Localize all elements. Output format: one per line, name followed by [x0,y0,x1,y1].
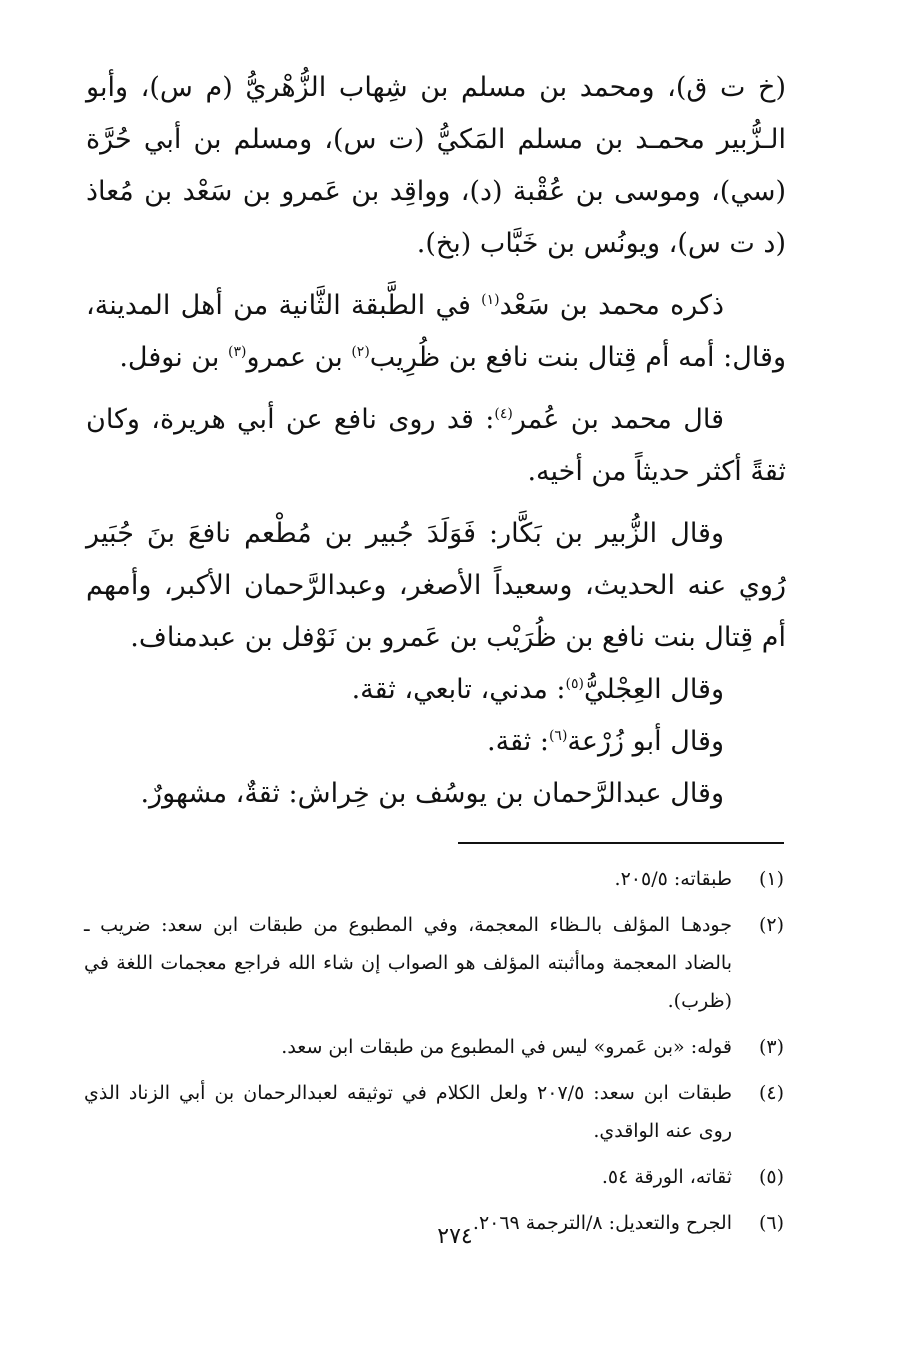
footnote-text: قوله: «بن عَمرو» ليس في المطبوع من طبقات ابن سعد. [281,1036,732,1058]
footnote-item [84,906,784,1020]
footnote-separator [458,842,784,844]
footnote-number: (٤) [758,1082,784,1104]
text-segment: وقال العِجْليُّ [584,674,724,705]
paragraph-ibn-sad [86,280,786,384]
footnote-number: (٦) [758,1212,784,1234]
footnote-text: طبقاته: ٢٠٥/٥. [614,868,732,890]
footnote-ref-1[interactable]: (١) [481,292,500,308]
footnote-ref-4[interactable]: (٤) [494,406,513,422]
footnote-number: (١) [758,868,784,890]
text-segment: : ثقة. [487,726,549,757]
paragraph-muhammad-ibn-umar [86,394,786,498]
text-segment: : قد روى نافع عن أبي هريرة، وكان ثقةً أكثر حديثاً من أخيه. [86,404,786,487]
footnote-item [84,1074,784,1150]
text-segment: في الطَّبقة الثَّانية من أهل المدينة، وقال: أمه أم قِتال بنت نافع بن ظُرِيب [86,290,786,373]
footnote-number: (٣) [758,1036,784,1058]
text-segment: ذكره محمد بن سَعْد [499,290,724,321]
footnote-item [84,1158,784,1196]
paragraph-zubayr-ibn-bakkar: وقال الزُّبير بن بَكَّار: فَوَلَدَ جُبير بن مُطْعم نافعَ بنَ جُبَير رُوي عنه الحديث، وسعيداً الأصغر، وعبدالرَّحمان الأكبر، وأمهم أم قِتال بنت نافع بن ظُرَيْب بن عَمرو بن نَوْفل بن عبدمناف. [86,518,786,653]
footnote-text: الجرح والتعديل: ٨/الترجمة ٢٠٦٩. [472,1212,732,1234]
footnote-text: ثقاته، الورقة ٥٤. [601,1166,732,1188]
line-ijli [86,664,786,716]
line-abu-zura [86,716,786,768]
footnote-ref-2[interactable]: (٢) [351,344,370,360]
footnote-text: جودهـا المؤلف بالـظاء المعجمة، وفي المطبوع من طبقات ابن سعد: ضريب ـ بالضاد المعجمة وماأثبته المؤلف هو الصواب إن شاء الله فراجع معجمات اللغة في (ظرب). [84,914,732,1012]
line-ibn-khirash: وقال عبدالرَّحمان بن يوسُف بن خِراش: ثقةٌ، مشهورٌ. [140,778,724,809]
footnotes [84,860,784,1250]
text-segment: قال محمد بن عُمر [512,404,724,435]
text-segment: وقال أبو زُرْعة [567,726,724,757]
footnote-ref-5[interactable]: (٥) [565,676,584,692]
text-segment: بن عمرو [246,342,352,373]
footnote-ref-6[interactable]: (٦) [548,728,568,744]
main-text [86,62,786,820]
footnote-number: (٥) [758,1166,784,1188]
footnote-ref-3[interactable]: (٣) [227,344,247,360]
footnote-item [84,860,784,898]
footnote-item [84,1028,784,1066]
text-segment: : مدني، تابعي، ثقة. [351,674,566,705]
footnote-number: (٢) [758,914,784,936]
paragraph-narrators: (خ ت ق)، ومحمد بن مسلم بن شِهاب الزُّهْريُّ (م س)، وأبو الـزُّبير محمـد بن مسلم المَكيُّ (ت س)، ومسلم بن أبي حُرَّة (سي)، وموسى بن عُقْبة (د)، وواقِد بن عَمرو بن سَعْد بن مُعاذ (د ت س)، ويونُس بن خَبَّاب (بخ). [86,72,786,259]
page-number: ٢٧٤ [437,1224,473,1249]
text-segment: بن نوفل. [119,342,228,373]
footnote-text: طبقات ابن سعد: ٢٠٧/٥ ولعل الكلام في توثيقه لعبدالرحمان بن أبي الزناد الذي روى عنه الواقدي. [84,1082,732,1142]
